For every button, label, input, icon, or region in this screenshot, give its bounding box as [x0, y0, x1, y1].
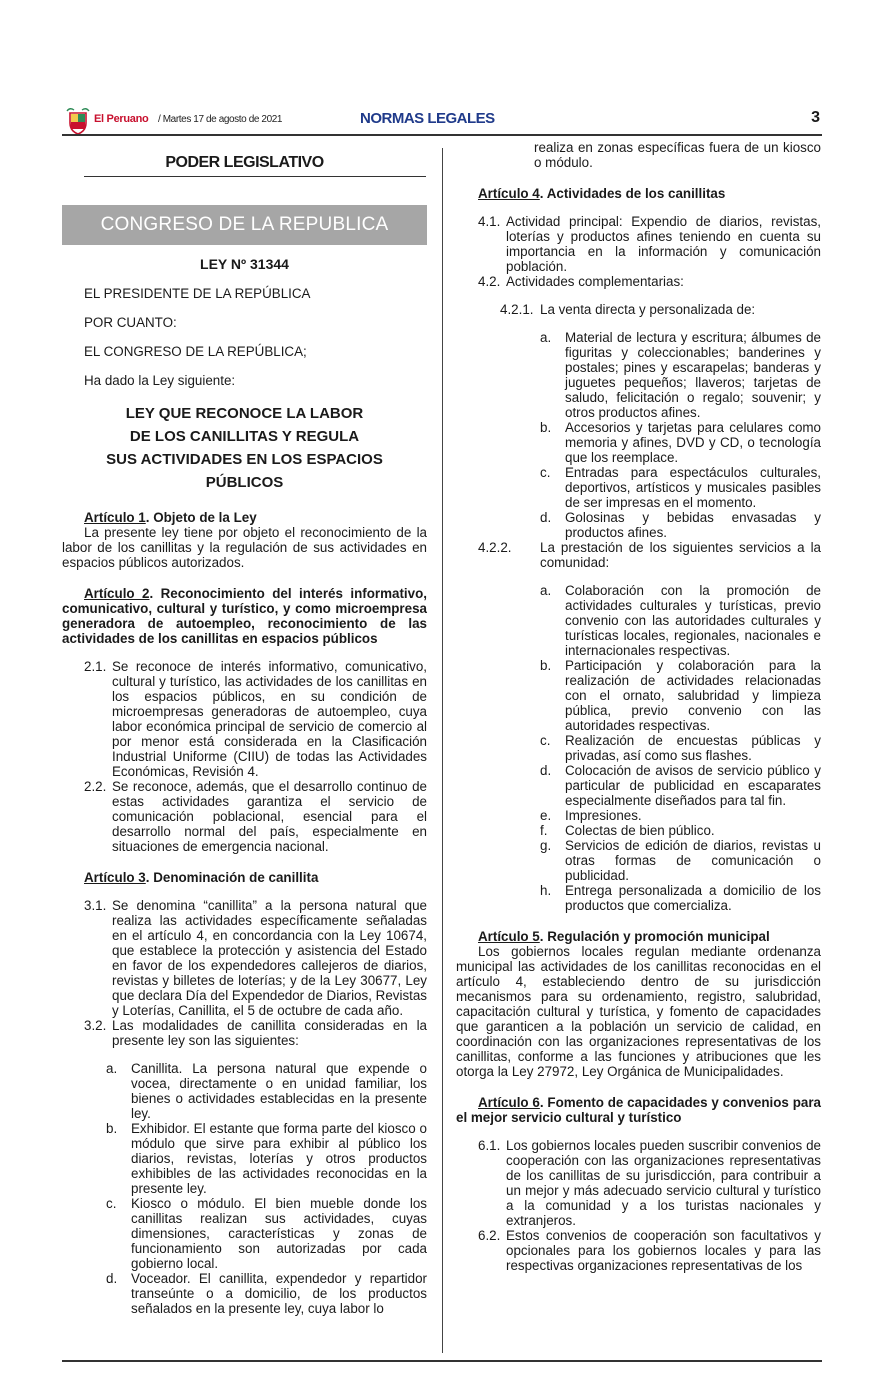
law-number: LEY Nº 31344 [200, 256, 289, 272]
law-title-line: SUS ACTIVIDADES EN LOS ESPACIOS [106, 451, 383, 468]
modality-item: c. Kiosco o módulo. El bien mueble donde los canillitas realizan sus actividades, cuyas dimensiones, características y zonas de funcionamiento son autorizadas por cada gobierno local. [106, 1196, 427, 1271]
service-item: a. Colaboración con la promoción de actividades culturales y turísticas, previo convenio con las autoridades culturales y turísticas locales, regionales, nacionales e internacionales respectivas. [540, 583, 821, 658]
page-header [62, 103, 822, 143]
article-1-text: La presente ley tiene por objeto el reconocimiento de la labor de los canillitas y la regulación de sus actividades en espacios públicos autorizados. [62, 525, 427, 570]
congress-banner: CONGRESO DE LA REPUBLICA [62, 205, 427, 245]
service-item: c. Realización de encuestas públicas y privadas, así como sus flashes. [540, 733, 821, 763]
service-item: e. Impresiones. [540, 808, 642, 823]
branch-underline [84, 176, 426, 177]
footer-rule [62, 1360, 822, 1362]
law-title-line: DE LOS CANILLITAS Y REGULA [129, 428, 360, 445]
header-rule [62, 134, 822, 136]
intro-line: EL CONGRESO DE LA REPÚBLICA; [84, 344, 307, 359]
intro-line: EL PRESIDENTE DE LA REPÚBLICA [84, 286, 311, 301]
law-title-line: LEY QUE RECONOCE LA LABOR [125, 405, 364, 422]
intro-line: POR CUANTO: [84, 315, 177, 330]
article-3-item: 3.2. Las modalidades de canillita consideradas en la presente ley son las siguientes: [84, 1018, 427, 1048]
article-5-heading: Artículo 5. Regulación y promoción municipal [478, 929, 770, 944]
article-6-item: 6.2. Estos convenios de cooperación son facultativos y opcionales para los gobiernos locales y para las respectivas organizaciones representativas de los [478, 1228, 821, 1273]
continued-text: realiza en zonas específicas fuera de un kiosco o módulo. [534, 140, 821, 170]
article-6-item: 6.1. Los gobiernos locales pueden suscribir convenios de cooperación con las organizaciones representativas de los canillitas de su jurisdicción, para contribuir a un mejor y más adecuado servicio cultural y turístico a la comunidad y a los turistas nacionales y extranjeros. [478, 1138, 821, 1228]
article-5-text: Los gobiernos locales regulan mediante ordenanza municipal las actividades de los canillitas reconocidas en el artículo 4, estableciendo dentro de su jurisdicción mecanismos para su ordenamiento, registro, salubridad, capacitación cultural y turística, y fomento de capacidades que garanticen a la población un servicio de calidad, en coordinación con las organizaciones representativas de los canillitas, conforme a las funciones y atribuciones que les otorga la Ley 27972, Ley Orgánica de Municipalidades. [456, 944, 821, 1079]
service-item: b. Participación y colaboración para la realización de actividades relacionadas con el ornato, salubridad y limpieza pública, previo convenio con las autoridades respectivas. [540, 658, 821, 733]
right-column [456, 140, 821, 1273]
law-title-line: PÚBLICOS [205, 474, 284, 491]
law-title [62, 402, 427, 494]
article-4-item: 4.2. Actividades complementarias: [478, 274, 684, 289]
left-column [62, 148, 427, 1316]
article-4-heading: Artículo 4. Actividades de los canillitas [478, 186, 726, 201]
article-2-item: 2.2. Se reconoce, además, que el desarrollo continuo de estas actividades garantiza el servicio de comunicación poblacional, esencial para el desarrollo normal del país, especialmente en situaciones de emergencia nacional. [84, 779, 427, 854]
intro-line: Ha dado la Ley siguiente: [84, 373, 236, 388]
service-item: g. Servicios de edición de diarios, revistas u otras formas de comunicación o publicidad. [540, 838, 821, 883]
article-1-heading: Artículo 1. Objeto de la Ley [84, 510, 257, 525]
service-item: f. Colectas de bien público. [540, 823, 715, 838]
sale-item: d. Golosinas y bebidas envasadas y productos afines. [540, 510, 821, 540]
article-2-item: 2.1. Se reconoce de interés informativo, comunicativo, cultural y turístico, las actividades de los canillitas en los espacios públicos, en su condición de microempresas generadoras de autoempleo, cuya labor económica principal de servicio de comercio al por menor está considerada en la Clasificación Industrial Uniforme (CIIU) de todas las Actividades Económicas, Revisión 4. [84, 659, 427, 779]
column-divider [442, 148, 443, 1353]
article-4-item: 4.1. Actividad principal: Expendio de diarios, revistas, loterías y productos afines teniendo en cuenta su importancia en la información y comunicación población. [478, 214, 821, 274]
modality-item: d. Voceador. El canillita, expendedor y repartidor transeúnte o a domicilio, de los productos señalados en la presente ley, cuya labor lo [106, 1271, 427, 1316]
article-2-heading: Artículo 2. Reconocimiento del interés informativo, comunicativo, cultural y turístico, y como microempresa generadora de autoempleo, reconocimiento de las actividades de los canillitas en espacios públicos [62, 586, 428, 646]
sale-item: b. Accesorios y tarjetas para celulares como memoria y afines, DVD y CD, o tecnología que los reemplace. [540, 420, 821, 465]
newspaper-name: El Peruano [94, 113, 149, 125]
modality-item: b. Exhibidor. El estante que forma parte del kiosco o módulo que sirve para exhibir al público los diarios, revistas, loterías y otros productos exhibibles de las actividades reconocidas en la presente ley. [106, 1121, 427, 1196]
coat-of-arms-icon [66, 107, 90, 135]
article-4-subitem: 4.2.1. La venta directa y personalizada de: [500, 302, 756, 317]
article-3-heading: Artículo 3. Denominación de canillita [84, 870, 319, 885]
modality-item: a. Canillita. La persona natural que expende o vocea, directamente o en unidad familiar, los bienes o actividades establecidas en la presente ley. [106, 1061, 427, 1121]
section-title: NORMAS LEGALES [360, 110, 495, 127]
sale-item: c. Entradas para espectáculos culturales, deportivos, artísticos y musicales pasibles de ser impresas en el momento. [540, 465, 821, 510]
article-3-item: 3.1. Se denomina “canillita” a la persona natural que realiza las actividades específicamente señaladas en el artículo 4, en concordancia con la Ley 10674, que establece la protección y asistencia del Estado en favor de los expendedores callejeros de diarios, revistas y billetes de loterías; y de la Ley 30677, Ley que declara Día del Expendedor de Diarios, Revistas y Loterías, Canillita, el 5 de octubre de cada año. [84, 898, 427, 1018]
article-4-subitem: 4.2.2. La prestación de los siguientes servicios a la comunidad: [478, 540, 821, 570]
branch-heading: PODER LEGISLATIVO [165, 154, 324, 171]
article-6-heading: Artículo 6. Fomento de capacidades y convenios para el mejor servicio cultural y turístico [456, 1095, 821, 1125]
sale-item: a. Material de lectura y escritura; álbumes de figuritas y coleccionables; banderines y postales; pines y escarapelas; banderas y juguetes pequeños; llaveros; tarjetas de saludo, felicitación o regalo; souvenir; y otros productos afines. [540, 330, 821, 420]
page-number: 3 [811, 109, 820, 126]
law-intro [84, 286, 427, 388]
service-item: h. Entrega personalizada a domicilio de los productos que comercializa. [540, 883, 821, 913]
publication-date: / Martes 17 de agosto de 2021 [158, 114, 283, 125]
service-item: d. Colocación de avisos de servicio público y particular de publicidad en escaparates especialmente diseñados para tal fin. [540, 763, 821, 808]
